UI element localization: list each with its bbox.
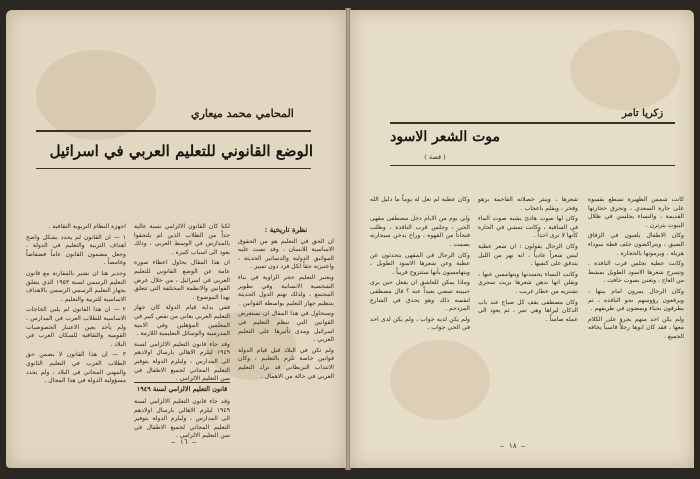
paragraph: ولم يكن لديه جواب ، ولم يكن لدى احد في الحي جواب . <box>370 315 470 332</box>
box-rule <box>134 382 230 383</box>
paragraph: وكان عطية لم تغل له يوماً ما دليل الله . <box>370 196 470 212</box>
left-column-far-left <box>26 223 126 428</box>
paragraph: وسنحاول في هذا المقال ان نستعرض القوانين التي تنظم التعليم في اسرائيل ومدى تأثيرها على التعليم العربي . <box>238 310 334 344</box>
paragraph: وكانت عطية تجلس قرب النافذة ، وتسرح شعرها الاسود الطويل بمشط من العاج ، وتغني بصوت خافت . <box>588 260 684 285</box>
paragraph: وكان الرجال في المقهى يتحدثون عن عطية وعن شعرها الاسود الطويل ، ويتهامسون بأنها ستتزوج قريباً . <box>370 251 470 276</box>
paragraph: وكان الرجال يقولون : ان شعر عطية ليس شعراً عادياً ، انه نهر من الليل يتدفق على كتفيها . <box>478 242 578 268</box>
paragraph: ولم يكن احد منهم يجرؤ على الكلام معها ، فقد كان ابوها رجلاً قاسياً يخافه الجميع . <box>588 315 684 340</box>
title-rule-top <box>36 130 311 132</box>
title-rule-bottom <box>36 168 311 169</box>
left-column-right <box>238 223 334 423</box>
paragraph: ولم تكن في البلاد قبل قيام الدولة قوانين خاصة تلزم بالتعليم ، وكان الانتداب البريطاني قد ترك التعليم العربي في حالة من الاهمال . <box>238 346 334 380</box>
paragraph: شعرها ، وينثر خصلاته الفاحمة بزهو وفخر ، وبقلم باعجاب . <box>478 196 578 212</box>
right-column-left <box>370 196 470 431</box>
paper-stain <box>570 30 680 110</box>
right-column-right <box>588 196 684 431</box>
story-subtitle: ( قصة ) <box>424 153 446 161</box>
story-title: موت الشعر الاسود <box>390 129 500 145</box>
paragraph: ففي بداية قيام الدولة كان جهاز التعليم العربي يعاني من نقص كبير في المعلمين المؤهلين وفي الابنية المدرسية والوسائل التعليمية اللازمة . <box>134 304 230 338</box>
paragraph: لكنا كان القانون الالزامي نسبة عالية جداً من الطلاب الذين لم يلتحقوا بالمدارس في الوسط العربي ، وذلك يعود الى اسباب كثيرة . <box>134 223 230 256</box>
paragraph: ٢ — ان هذا القانون لم يلبي الحاجات الاساسية للطلاب العرب في المدارس ، ولم يأخذ بعين الاعتبار الخصوصيات القومية والثقافية للسكان العرب في البلاد . <box>26 306 126 348</box>
paragraph: وجدير هنا ان نشير بالمقارنة مع قانون التعليم الرسمي لسنة ١٩٥٣ الذي يتعلق بجهاز التعليم الرسمي الرسمي بالاهداف الاساسية للتربية والتعليم . <box>26 269 127 303</box>
story-rule-top <box>390 122 675 124</box>
paragraph: ويعتبر التعليم حجر الزاوية في بناء الشخصية الانسانية وفي تطوير المجتمع ، ولذلك تهتم الدول الحديثة بتنظيم جهاز التعليم بواسطة القوانين . <box>238 273 334 307</box>
right-column-middle <box>478 196 578 431</box>
paragraph: وقد جاء قانون التعليم الالزامي لسنة ١٩٤٩ ليلزم الاهالي بارسال اولادهم الى المدارس ، وليلزم الدولة بتوفير التعليم المجاني لجميع الاطفال في سن التعليم الالزامي . <box>134 398 230 440</box>
left-page-number: — ١٦ — <box>171 438 197 446</box>
left-author: المحامي محمد ميعاري <box>191 107 294 120</box>
paragraph: وكان الرجال يمرون امام بيتها ، ويرفعون رؤوسهم نحو النافذة ، ثم يطرقون بحياء ويمضون في طريقهم . <box>588 287 684 313</box>
right-author: زكريا تامر <box>622 108 664 119</box>
paragraph: وماذا يمكن للعاشق ان يفعل حين يرى حبيبته تمضي بعيداً عنه ؟ قال مصطفى لنفسه ذلك وهو يحدق في الشارع المزدحم . <box>370 279 470 313</box>
paragraph: وكان لها صوت هادئ يشبه صوت الماء في الساقية ، وكانت تمشي في الحارة كأنها لا ترى احداً . <box>478 215 578 240</box>
section-heading: نظرة تاريخية : <box>264 225 308 234</box>
paragraph: وكانت النساء يحسدنها ويتهامسن عنها ، ويقلن انها تدهن شعرها بزيت سحري تشتريه من عطار غريب . <box>478 270 578 295</box>
left-article-title: الوضع القانوني للتعليم العربي في اسرائيل <box>49 142 313 160</box>
paragraph: ١ — ان القانون لم يحدد بشكل واضح اهداف التربية والتعليم في الدولة ، وجعل مضمون القانون عاماً فضفاضاً وغامضاً . <box>26 233 126 267</box>
left-page <box>6 10 346 468</box>
paragraph: كانت شمس الظهيرة تسطع بقسوة على حارة السعدي ، وتحرق حجارتها القديمة ، والنساء يجلسن في ظلال البيوت يثرثرن . <box>588 196 684 229</box>
left-column-middle <box>134 223 230 381</box>
story-rule-bottom <box>390 165 675 166</box>
paragraph: ان هذا المقال يحاول اعطاء صورة عامة عن الوضع القانوني للتعليم العربي في اسرائيل ، من خلال عرض القوانين والانظمة المختلفة التي تتعلق بهذا الموضوع . <box>134 259 230 301</box>
paragraph: ان الحق في التعليم هو من الحقوق الاساسية للانسان ، وقد نصت عليه المواثيق الدولية والدساتير الحديثة ، واعتبرته حقاً لكل فرد دون تمييز . <box>238 237 334 271</box>
paper-stain <box>36 50 156 140</box>
right-page-number: — ١٨ — <box>500 442 526 450</box>
law-box-heading: قانون التعليم الالزامي لسنة ١٩٤٩ <box>136 385 228 393</box>
right-page <box>350 10 694 468</box>
paragraph: وكان مصطفى يقف كل صباح عند باب الدكان ليراها وهي تمر ، ثم يعود الى عمله صامتاً . <box>478 298 578 323</box>
paragraph: ٣ — ان هذا القانون لا يضمن حق الطلاب العرب في التعليم الثانوي والمهني المجاني في البلاد ، ولم يحدد مسؤولية الدولة في هذا المجال . <box>26 351 126 385</box>
left-column-middle-lower <box>134 398 230 440</box>
paragraph: اجهزة النظام التربوية الثقافية . <box>48 223 126 230</box>
paragraph: وكان الاطفال يلعبون في الزقاق الضيق ، ويتراكضون خلف قطة سوداء هزيلة ، ويرمونها بالحجارة . <box>588 232 684 257</box>
paragraph: وقد جاء قانون التعليم الالزامي لسنة ١٩٤٩ ليلزم الاهالي بارسال اولادهم الى المدارس ، وليلزم الدولة بتوفير التعليم المجاني لجميع الاطفال في سن التعليم الالزامي . <box>134 340 230 383</box>
paragraph: ولي يوم من الايام دخل مصطفى مقهى الحي ، وجلس قرب النافذة ، وطلب فنجاناً من القهوة ، وراح يدخن سيجارته بصمت . <box>370 215 470 248</box>
